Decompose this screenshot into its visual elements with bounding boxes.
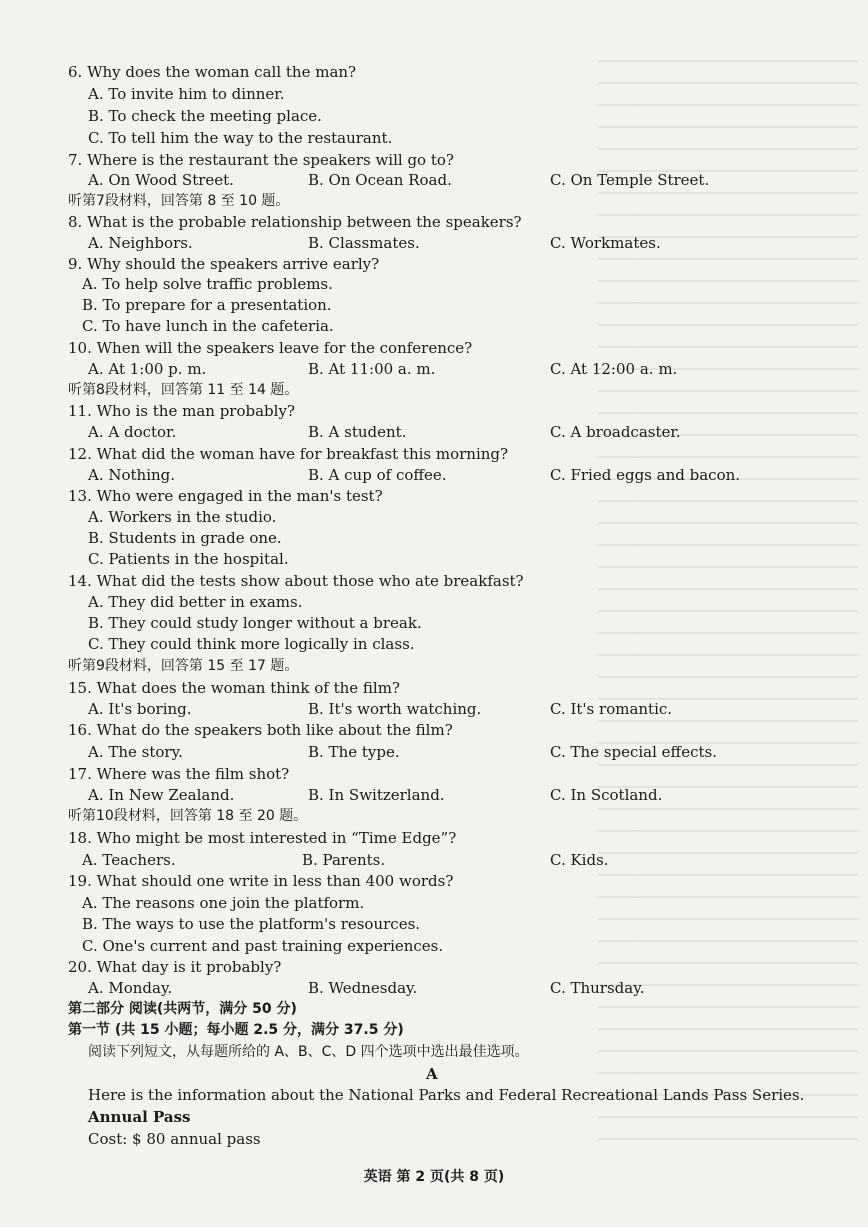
question-11-option-a: A. A doctor. [88, 423, 177, 441]
question-11-option-b: B. A student. [308, 423, 407, 441]
question-6-stem: 6. Why does the woman call the man? [68, 63, 357, 81]
question-12-option-c: C. Fried eggs and bacon. [550, 466, 741, 484]
question-6-option-c: C. To tell him the way to the restaurant. [88, 129, 393, 147]
section-heading-8: 听第8段材料，回答第 11 至 14 题。 [68, 382, 299, 398]
question-7-option-b: B. On Ocean Road. [308, 171, 452, 189]
question-10-option-c: C. At 12:00 a. m. [550, 360, 678, 378]
question-15-option-b: B. It's worth watching. [308, 700, 482, 718]
question-10-option-b: B. At 11:00 a. m. [308, 360, 436, 378]
question-20-option-b: B. Wednesday. [308, 979, 418, 997]
question-16-option-a: A. The story. [88, 743, 183, 761]
question-9-option-b: B. To prepare for a presentation. [82, 296, 332, 314]
question-8-option-a: A. Neighbors. [88, 234, 193, 252]
section-one-heading: 第一节 (共 15 小题；每小题 2.5 分，满分 37.5 分) [68, 1022, 404, 1038]
question-14-option-c: C. They could think more logically in class. [88, 635, 415, 653]
page-footer: 英语 第 2 页(共 8 页) [363, 1169, 505, 1185]
question-15-stem: 15. What does the woman think of the film? [68, 679, 400, 697]
question-18-option-b: B. Parents. [302, 851, 386, 869]
reading-instruction: 阅读下列短文，从每题所给的 A、B、C、D 四个选项中选出最佳选项。 [88, 1044, 529, 1060]
question-20-option-c: C. Thursday. [550, 979, 645, 997]
question-8-option-c: C. Workmates. [550, 234, 661, 252]
question-19-stem: 19. What should one write in less than 400 words? [68, 872, 454, 890]
section-heading-7: 听第7段材料，回答第 8 至 10 题。 [68, 193, 290, 209]
question-6-option-b: B. To check the meeting place. [88, 107, 322, 125]
question-13-stem: 13. Who were engaged in the man's test? [68, 487, 383, 505]
question-13-option-a: A. Workers in the studio. [88, 508, 277, 526]
question-8-option-b: B. Classmates. [308, 234, 420, 252]
question-14-option-b: B. They could study longer without a break. [88, 614, 422, 632]
question-19-option-b: B. The ways to use the platform's resources. [82, 915, 421, 933]
question-9-stem: 9. Why should the speakers arrive early? [68, 255, 380, 273]
question-17-stem: 17. Where was the film shot? [68, 765, 290, 783]
question-20-option-a: A. Monday. [88, 979, 173, 997]
question-11-stem: 11. Who is the man probably? [68, 402, 295, 420]
question-18-option-a: A. Teachers. [82, 851, 176, 869]
part-two-heading: 第二部分 阅读(共两节，满分 50 分) [68, 1001, 297, 1017]
question-10-stem: 10. When will the speakers leave for the conference? [68, 339, 473, 357]
question-20-stem: 20. What day is it probably? [68, 958, 282, 976]
question-18-option-c: C. Kids. [550, 851, 609, 869]
question-15-option-c: C. It's romantic. [550, 700, 673, 718]
question-14-option-a: A. They did better in exams. [88, 593, 303, 611]
question-9-option-c: C. To have lunch in the cafeteria. [82, 317, 334, 335]
section-heading-9: 听第9段材料，回答第 15 至 17 题。 [68, 658, 299, 674]
passage-intro: Here is the information about the National Parks and Federal Recreational Lands Pass Series. [88, 1086, 805, 1104]
question-16-option-b: B. The type. [308, 743, 400, 761]
question-6-option-a: A. To invite him to dinner. [88, 85, 285, 103]
question-19-option-a: A. The reasons one join the platform. [82, 894, 365, 912]
question-15-option-a: A. It's boring. [88, 700, 192, 718]
question-8-stem: 8. What is the probable relationship between the speakers? [68, 213, 522, 231]
question-19-option-c: C. One's current and past training experiences. [82, 937, 444, 955]
question-13-option-b: B. Students in grade one. [88, 529, 282, 547]
question-11-option-c: C. A broadcaster. [550, 423, 681, 441]
question-12-option-a: A. Nothing. [88, 466, 176, 484]
question-16-option-c: C. The special effects. [550, 743, 717, 761]
question-7-stem: 7. Where is the restaurant the speakers will go to? [68, 151, 454, 169]
annual-pass-cost: Cost: $ 80 annual pass [88, 1130, 261, 1148]
section-heading-10: 听第10段材料，回答第 18 至 20 题。 [68, 808, 308, 824]
question-17-option-b: B. In Switzerland. [308, 786, 445, 804]
question-9-option-a: A. To help solve traffic problems. [82, 275, 333, 293]
passage-letter: A [426, 1065, 438, 1083]
annual-pass-heading: Annual Pass [88, 1108, 191, 1126]
question-14-stem: 14. What did the tests show about those who ate breakfast? [68, 572, 524, 590]
question-17-option-c: C. In Scotland. [550, 786, 663, 804]
question-12-option-b: B. A cup of coffee. [308, 466, 447, 484]
question-7-option-a: A. On Wood Street. [88, 171, 234, 189]
question-18-stem: 18. Who might be most interested in “Time Edge”? [68, 829, 457, 847]
question-16-stem: 16. What do the speakers both like about the film? [68, 721, 453, 739]
question-10-option-a: A. At 1:00 p. m. [88, 360, 207, 378]
question-12-stem: 12. What did the woman have for breakfast this morning? [68, 445, 509, 463]
question-13-option-c: C. Patients in the hospital. [88, 550, 289, 568]
question-7-option-c: C. On Temple Street. [550, 171, 710, 189]
question-17-option-a: A. In New Zealand. [88, 786, 235, 804]
